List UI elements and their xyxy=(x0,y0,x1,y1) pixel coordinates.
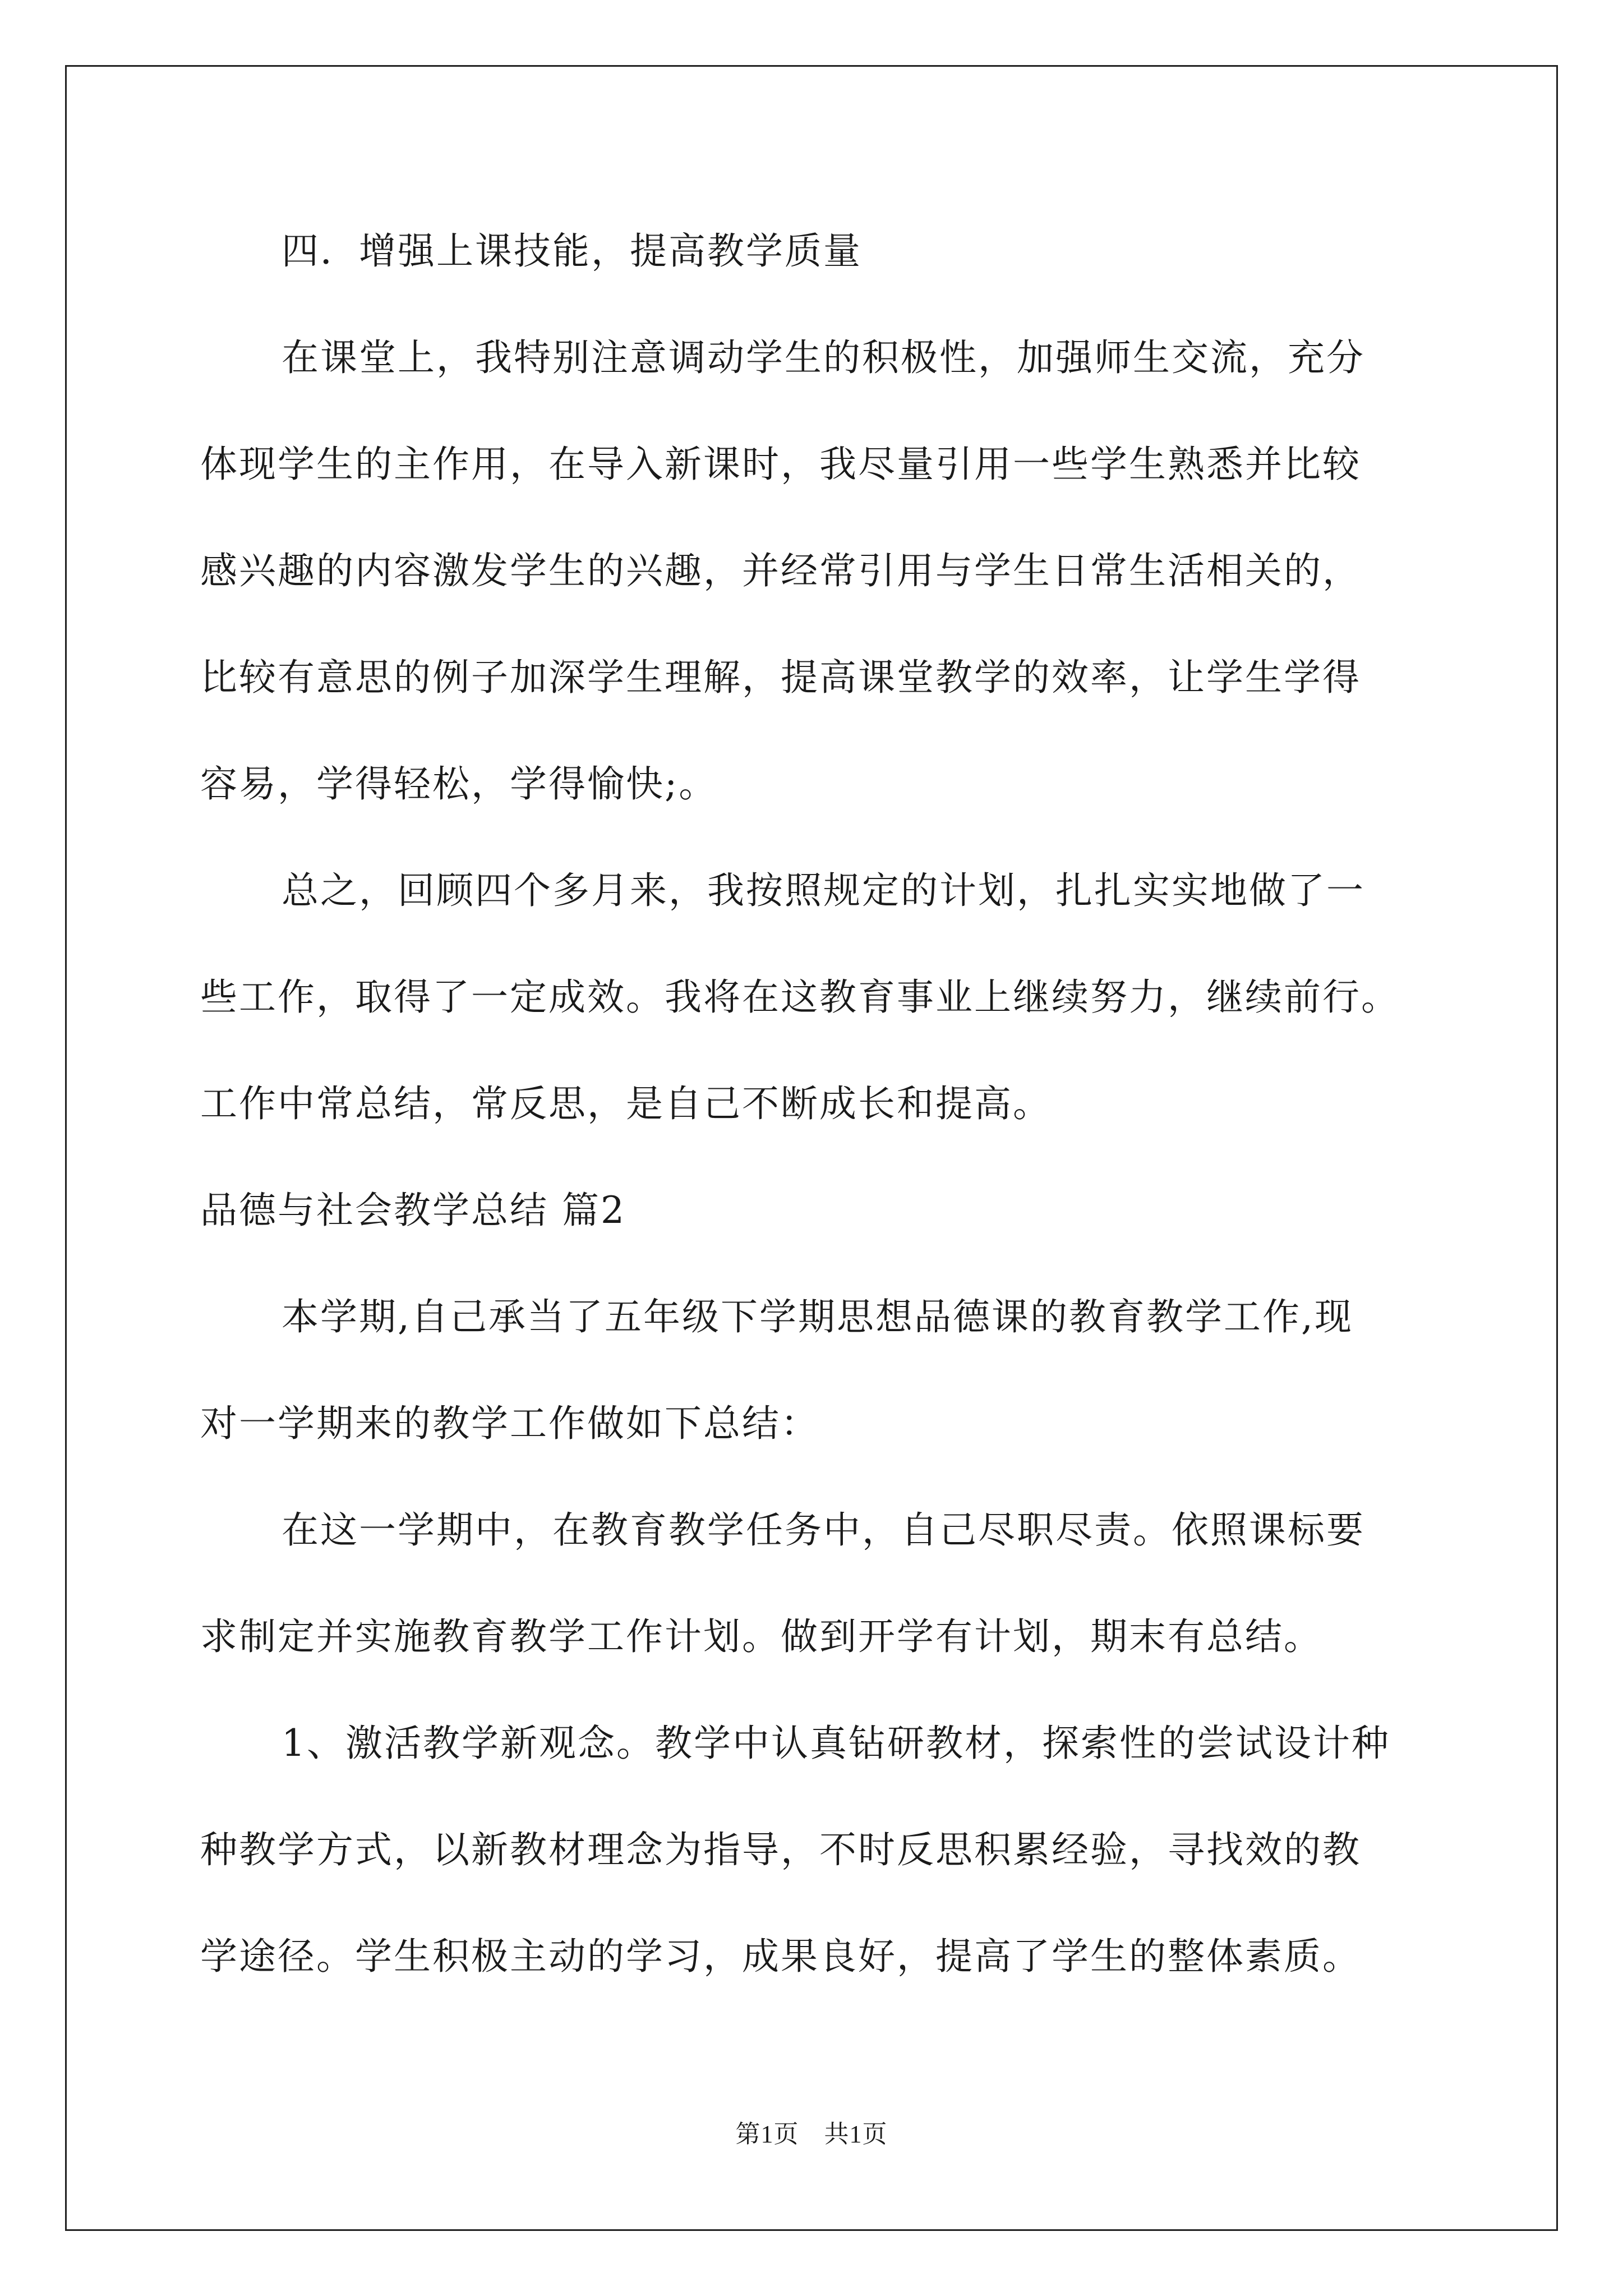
page-number-footer: 第1页 共1页 xyxy=(735,2120,888,2148)
paragraph-line: 些工作，取得了一定成效。我将在这教育事业上继续努力，继续前行。 xyxy=(200,976,1400,1019)
paragraph-line: 对一学期来的教学工作做如下总结： xyxy=(200,1402,819,1445)
section-heading: 四．增强上课技能，提高教学质量 xyxy=(282,229,862,273)
article-title: 品德与社会教学总结 篇2 xyxy=(200,1189,626,1232)
document-body xyxy=(200,198,1434,2010)
paragraph-line: 比较有意思的例子加深学生理解，提高课堂教学的效率，让学生学得 xyxy=(200,656,1361,699)
paragraph-line: 1、激活教学新观念。教学中认真钻研教材，探索性的尝试设计种 xyxy=(282,1722,1390,1765)
paragraph-line: 感兴趣的内容激发学生的兴趣，并经常引用与学生日常生活相关的， xyxy=(200,549,1361,592)
paragraph-line: 学途径。学生积极主动的学习，成果良好，提高了学生的整体素质。 xyxy=(200,1935,1361,1978)
paragraph-line: 容易，学得轻松，学得愉快;。 xyxy=(200,762,718,806)
paragraph-line: 在课堂上，我特别注意调动学生的积极性，加强师生交流，充分 xyxy=(282,336,1365,379)
paragraph-line: 体现学生的主作用，在导入新课时，我尽量引用一些学生熟悉并比较 xyxy=(200,443,1361,486)
paragraph-line: 总之，回顾四个多月来，我按照规定的计划，扎扎实实地做了一 xyxy=(282,869,1365,912)
paragraph-line: 在这一学期中，在教育教学任务中，自己尽职尽责。依照课标要 xyxy=(282,1508,1365,1552)
paragraph-line: 工作中常总结，常反思，是自己不断成长和提高。 xyxy=(200,1082,1052,1125)
paragraph-line: 求制定并实施教育教学工作计划。做到开学有计划，期末有总结。 xyxy=(200,1615,1322,1658)
paragraph-line: 本学期,自己承当了五年级下学期思想品德课的教育教学工作,现 xyxy=(282,1295,1353,1338)
paragraph-line: 种教学方式，以新教材理念为指导，不时反思积累经验，寻找效的教 xyxy=(200,1828,1361,1871)
